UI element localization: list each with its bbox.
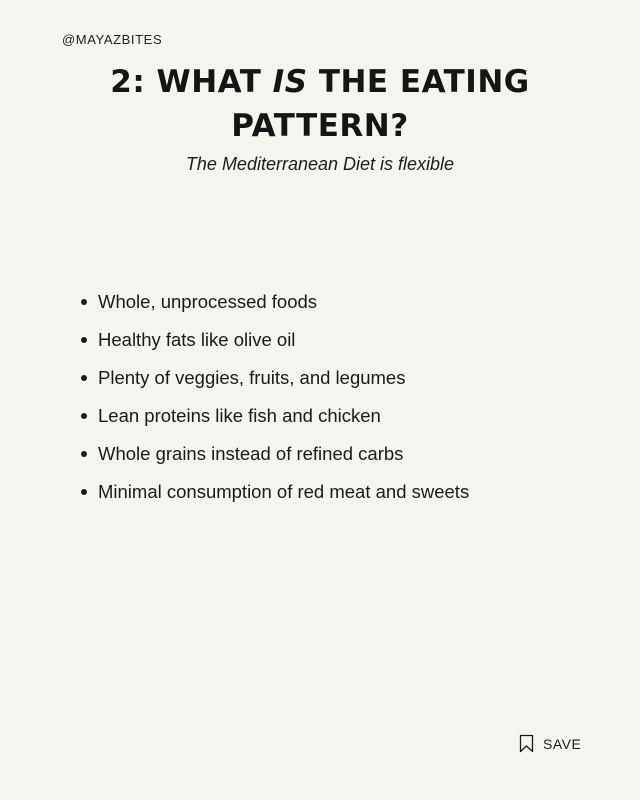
- list-item: [78, 283, 469, 321]
- list-item-text: Healthy fats like olive oil: [98, 329, 296, 350]
- list-item-text: Whole grains instead of refined carbs: [98, 443, 404, 464]
- list-item-text: Whole, unprocessed foods: [98, 291, 318, 312]
- bookmark-icon: [519, 734, 534, 753]
- list-item: [78, 473, 469, 511]
- list-item-text: Lean proteins like fish and chicken: [98, 405, 381, 426]
- bullet-icon: [81, 375, 87, 381]
- title-part-2: THE EATING PATTERN?: [231, 64, 530, 144]
- list-item: [78, 397, 469, 435]
- list-item: [78, 321, 469, 359]
- list-item-text: Plenty of veggies, fruits, and legumes: [98, 367, 406, 388]
- save-label: SAVE: [543, 735, 582, 752]
- bullet-icon: [81, 451, 87, 457]
- bullet-icon: [81, 337, 87, 343]
- eating-pattern-list: [78, 283, 469, 511]
- subtitle: The Mediterranean Diet is flexible: [185, 154, 455, 174]
- bullet-icon: [81, 489, 87, 495]
- page-title: [40, 60, 600, 148]
- list-item: [78, 435, 469, 473]
- title-emphasis: IS: [272, 64, 308, 100]
- title-part-1: 2: WHAT: [110, 64, 273, 100]
- list-item-text: Minimal consumption of red meat and sweets: [98, 481, 470, 502]
- save-button[interactable]: [519, 734, 581, 753]
- bullet-icon: [81, 299, 87, 305]
- account-handle: @MAYAZBITES: [62, 32, 163, 47]
- list-item: [78, 359, 469, 397]
- bullet-icon: [81, 413, 87, 419]
